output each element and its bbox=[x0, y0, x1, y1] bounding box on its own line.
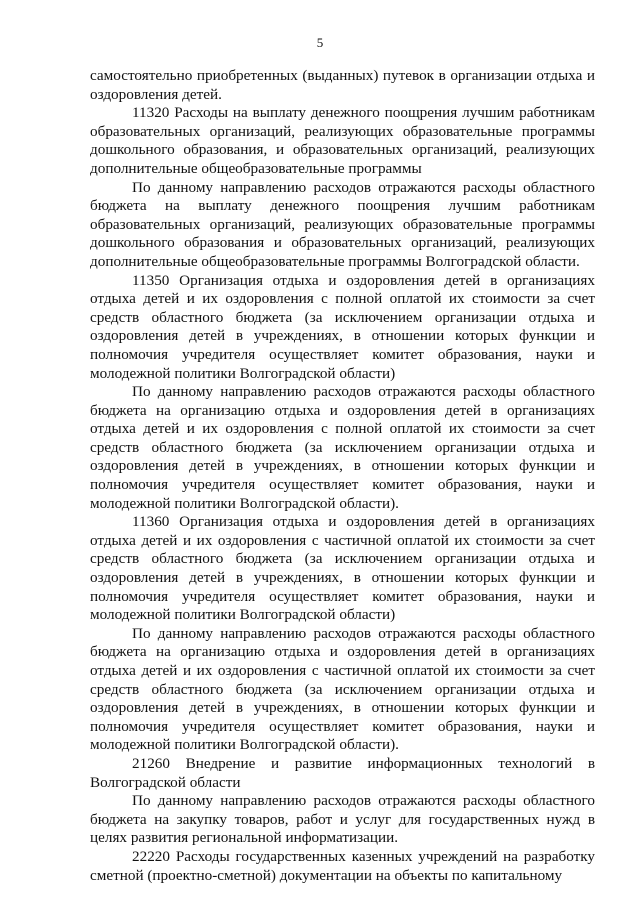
body-text bbox=[90, 67, 595, 885]
paragraph-11320-description: По данному направлению расходов отражаются расходы областного бюджета на выплату денежного поощрения лучшим работникам образовательных организаций, реализующих образовательные программы дошкольного образования и образовательных организаций, реализующих дополнительные общеобразовательные программы Волгоградской области. bbox=[90, 178, 595, 270]
paragraph-22220-heading: 22220 Расходы государственных казенных учреждений на разработку сметной (проектно-сметной) документации на объекты по капитальному bbox=[90, 847, 595, 884]
paragraph-11360-heading: 11360 Организация отдыха и оздоровления детей в организациях отдыха детей и их оздоровления с частичной оплатой их стоимости за счет средств областного бюджета (за исключением организации отдыха и оздоровления детей в учреждениях, в отношении которых функции и полномочия учредителя осуществляет комитет образования, науки и молодежной политики Волгоградской области) bbox=[90, 513, 595, 624]
paragraph-continuation: самостоятельно приобретенных (выданных) путевок в организации отдыха и оздоровления детей. bbox=[90, 67, 595, 103]
paragraph-11350-description: По данному направлению расходов отражаются расходы областного бюджета на организацию отдыха и оздоровления детей в организациях отдыха детей и их оздоровления с полной оплатой их стоимости за счет средств областного бюджета (за исключением организации отдыха и оздоровления детей в учреждениях, в отношении которых функции и полномочия учредителя осуществляет комитет образования, науки и молодежной политики Волгоградской области). bbox=[90, 383, 595, 512]
paragraph-21260-heading: 21260 Внедрение и развитие информационных технологий в Волгоградской области bbox=[90, 754, 595, 791]
paragraph-11350-heading: 11350 Организация отдыха и оздоровления детей в организациях отдыха детей и их оздоровления с полной оплатой их стоимости за счет средств областного бюджета (за исключением организации отдыха и оздоровления детей в учреждениях, в отношении которых функции и полномочия учредителя осуществляет комитет образования, науки и молодежной политики Волгоградской области) bbox=[90, 271, 595, 382]
paragraph-11320-heading: 11320 Расходы на выплату денежного поощрения лучшим работникам образовательных организаций, реализующих образовательные программы дошкольного образования, и образовательных организаций, реализующих дополнительные общеобразовательные программы bbox=[90, 104, 595, 177]
page-number: 5 bbox=[316, 35, 324, 50]
paragraph-11360-description: По данному направлению расходов отражаются расходы областного бюджета на организацию отдыха и оздоровления детей в организациях отдыха детей и их оздоровления с частичной оплатой их стоимости за счет средств областного бюджета (за исключением организации отдыха и оздоровления детей в учреждениях, в отношении которых функции и полномочия учредителя осуществляет комитет образования, науки и молодежной политики Волгоградской области). bbox=[90, 624, 595, 754]
paragraph-21260-description: По данному направлению расходов отражаются расходы областного бюджета на закупку товаров, работ и услуг для государственных нужд в целях развития региональной информатизации. bbox=[90, 792, 595, 847]
